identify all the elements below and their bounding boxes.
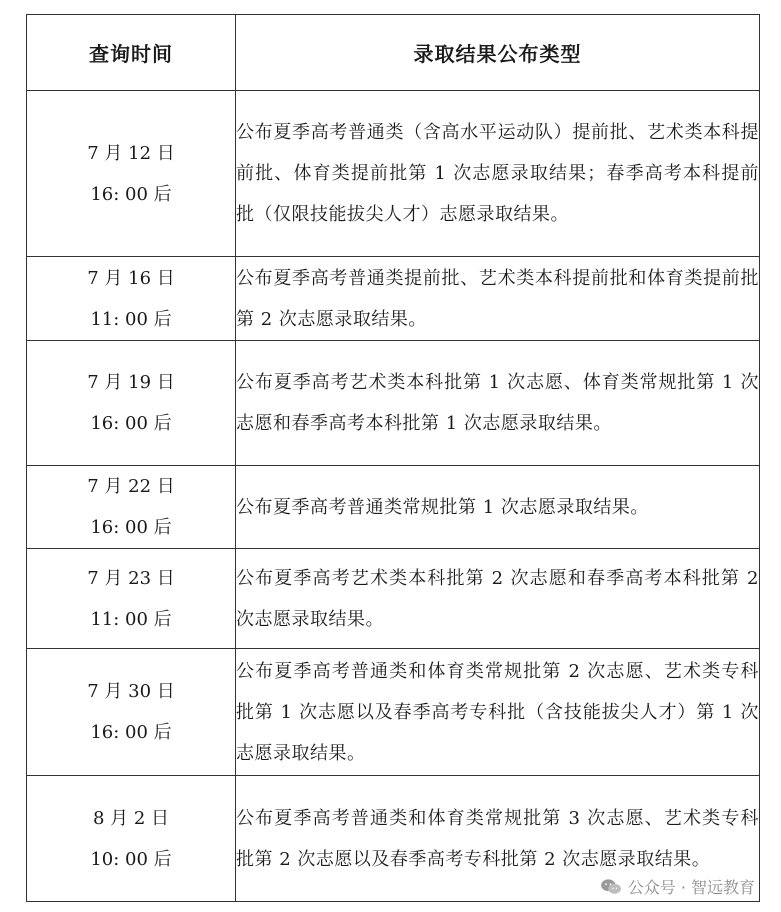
query-time-cell (27, 549, 236, 649)
table-row (27, 257, 760, 341)
time-text: 16: 00 后 (90, 183, 172, 205)
date-text: 7 月 12 日 (87, 142, 175, 164)
admission-schedule-table (26, 14, 760, 902)
table-row (27, 549, 760, 649)
time-text: 11: 00 后 (90, 608, 172, 630)
result-description: 公布夏季高考普通类和体育类常规批第 3 次志愿、艺术类专科批第 2 次志愿以及春季高考专科批第 2 次志愿录取结果。 (236, 776, 760, 902)
result-description: 公布夏季高考普通类提前批、艺术类本科提前批和体育类提前批第 2 次志愿录取结果。 (236, 257, 760, 341)
time-text: 16: 00 后 (90, 413, 172, 434)
result-description: 公布夏季高考艺术类本科批第 2 次志愿和春季高考本科批第 2 次志愿录取结果。 (236, 549, 760, 649)
watermark (600, 875, 755, 898)
table-row (27, 341, 760, 466)
date-text: 7 月 22 日 (87, 476, 175, 497)
table-row (27, 466, 760, 549)
header-query-time: 查询时间 (27, 15, 236, 91)
header-result-type: 录取结果公布类型 (236, 15, 760, 91)
result-description: 公布夏季高考普通类（含高水平运动队）提前批、艺术类本科提前批、体育类提前批第 1 次志愿录取结果；春季高考本科提前批（仅限技能拔尖人才）志愿录取结果。 (236, 91, 760, 257)
time-text: 11: 00 后 (90, 308, 172, 330)
result-description: 公布夏季高考普通类常规批第 1 次志愿录取结果。 (236, 466, 760, 549)
table-header-row (27, 15, 760, 91)
date-text: 7 月 19 日 (87, 372, 175, 393)
time-text: 16: 00 后 (90, 517, 172, 538)
time-text: 16: 00 后 (90, 722, 172, 743)
query-time-cell (27, 776, 236, 902)
time-text: 10: 00 后 (90, 848, 172, 870)
query-time-cell (27, 341, 236, 466)
date-text: 7 月 30 日 (87, 681, 175, 702)
result-description: 公布夏季高考普通类和体育类常规批第 2 次志愿、艺术类专科批第 1 次志愿以及春季高考专科批（含技能拔尖人才）第 1 次志愿录取结果。 (236, 649, 760, 776)
query-time-cell (27, 91, 236, 257)
result-description: 公布夏季高考艺术类本科批第 1 次志愿、体育类常规批第 1 次志愿和春季高考本科批第 1 次志愿录取结果。 (236, 341, 760, 466)
watermark-text: 公众号 · 智远教育 (627, 878, 755, 897)
table-row (27, 649, 760, 776)
date-text: 7 月 23 日 (87, 567, 175, 589)
date-text: 7 月 16 日 (87, 267, 175, 289)
query-time-cell (27, 257, 236, 341)
query-time-cell (27, 649, 236, 776)
query-time-cell (27, 466, 236, 549)
table-row (27, 91, 760, 257)
wechat-icon (600, 878, 622, 896)
date-text: 8 月 2 日 (92, 807, 170, 829)
